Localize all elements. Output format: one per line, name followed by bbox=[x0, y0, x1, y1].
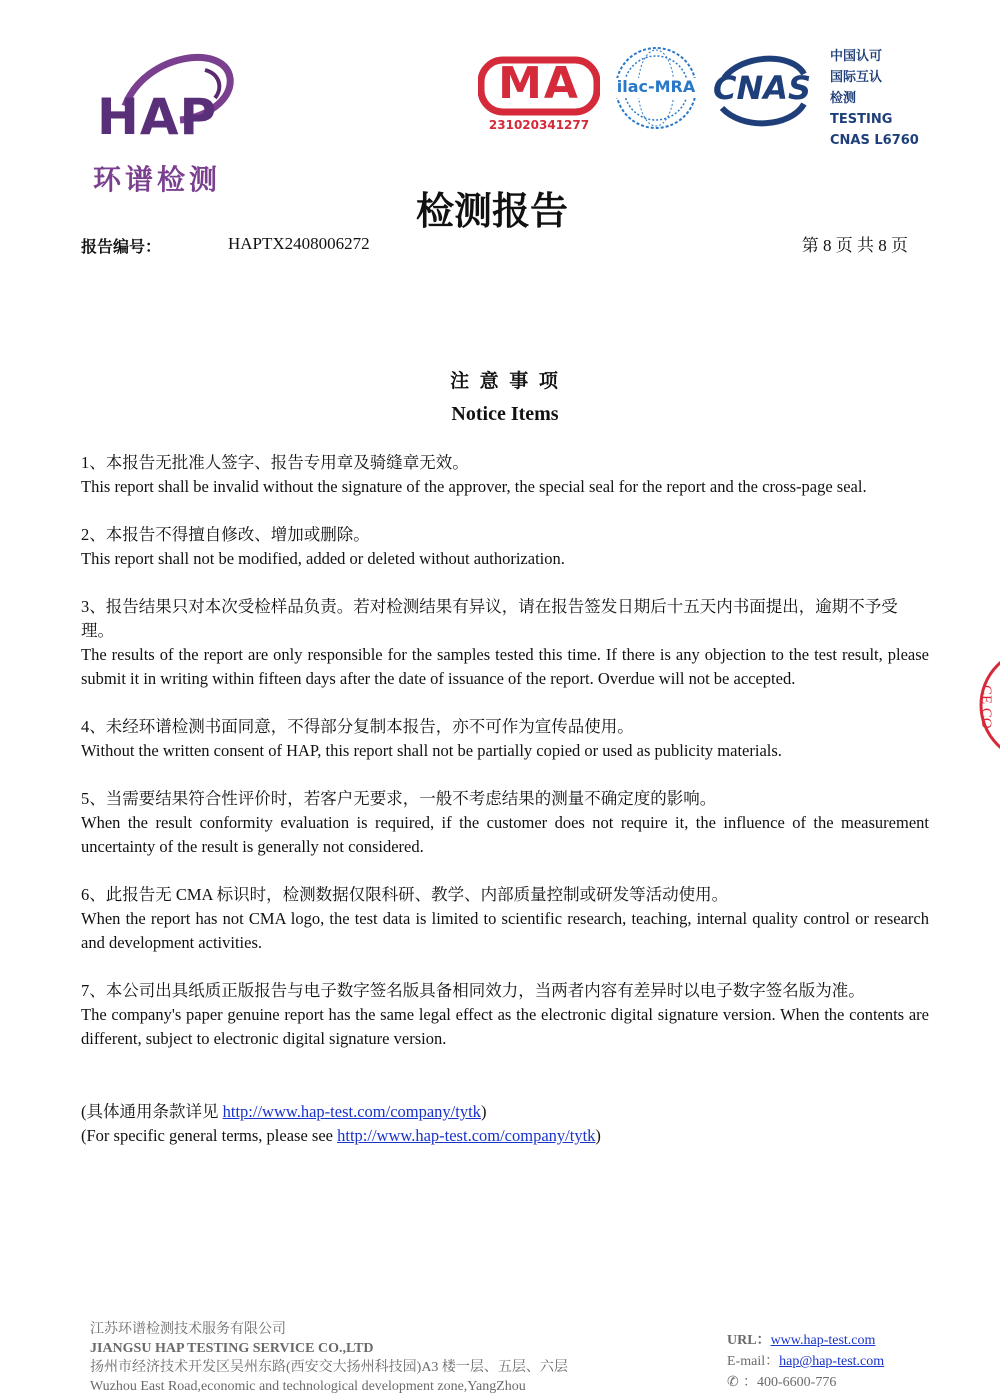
notice-item bbox=[81, 979, 929, 1051]
notice-item-cn: 6、此报告无 CMA 标识时，检测数据仅限科研、教学、内部质量控制或研发等活动使用。 bbox=[81, 885, 729, 904]
notice-item-cn: 5、当需要结果符合性评价时，若客户无要求，一般不考虑结果的测量不确定度的影响。 bbox=[81, 789, 717, 808]
notice-item-en: When the report has not CMA logo, the test data is limited to scientific research, teaching, internal quality control or research and development activities. bbox=[81, 909, 929, 952]
terms-cn-prefix: (具体通用条款详见 bbox=[81, 1102, 223, 1121]
accreditation-line: 中国认可 bbox=[830, 49, 883, 64]
terms-en bbox=[81, 1124, 601, 1148]
hap-brand-text: HAP bbox=[97, 88, 218, 146]
phone-label: ： bbox=[743, 1375, 757, 1390]
notice-item-en: Without the written consent of HAP, this report shall not be partially copied or used as publicity materials. bbox=[81, 741, 782, 760]
page-title: 检测报告 bbox=[415, 189, 568, 233]
notice-item-cn: 2、本报告不得擅自修改、增加或删除。 bbox=[81, 525, 370, 544]
notice-item bbox=[81, 451, 929, 499]
notice-title-cn: 注 意 事 项 bbox=[450, 370, 560, 392]
hap-logo bbox=[85, 48, 245, 198]
notice-item-en: When the result conformity evaluation is required, if the customer does not require it, the influence of the measurement uncertainty of the result is generally not considered. bbox=[81, 813, 929, 856]
notice-title-en: Notice Items bbox=[451, 403, 559, 425]
accreditation-line: 检测 bbox=[830, 91, 857, 106]
accreditation-line: 国际互认 bbox=[830, 70, 883, 85]
cma-letters: MA bbox=[498, 58, 580, 109]
accreditation-line: TESTING bbox=[830, 112, 893, 127]
cnas-logo bbox=[712, 50, 812, 130]
report-no-value: HAPTX2408006272 bbox=[228, 234, 370, 253]
company-name-en: JIANGSU HAP TESTING SERVICE CO.,LTD bbox=[90, 1341, 374, 1356]
cma-number: 231020341277 bbox=[488, 118, 590, 132]
notice-item bbox=[81, 787, 929, 859]
notice-item bbox=[81, 523, 929, 571]
notice-item-en: The company's paper genuine report has the same legal effect as the electronic digital signature version. When the contents are different, subject to electronic digital signature version. bbox=[81, 1005, 929, 1048]
website-link[interactable]: www.hap-test.com bbox=[770, 1333, 876, 1348]
notice-item-cn: 1、本报告无批准人签字、报告专用章及骑缝章无效。 bbox=[81, 453, 469, 472]
url-label: URL： bbox=[727, 1333, 771, 1348]
notice-item-en: This report shall be invalid without the signature of the approver, the special seal for the report and the cross-page seal. bbox=[81, 477, 867, 496]
company-address-cn: 扬州市经济技术开发区吴州东路(西安交大扬州科技园)A3 楼一层、五层、六层 bbox=[90, 1360, 568, 1375]
terms-en-prefix: (For specific general terms, please see bbox=[81, 1126, 338, 1145]
notice-item bbox=[81, 595, 929, 691]
email-label: E-mail： bbox=[727, 1354, 780, 1369]
notice-item-en: This report shall not be modified, added or deleted without authorization. bbox=[81, 549, 565, 568]
footer-contact bbox=[727, 1330, 884, 1393]
ilac-text: ilac-MRA bbox=[616, 77, 696, 96]
ilac-mra-logo bbox=[612, 44, 700, 132]
notice-item-cn: 4、未经环谱检测书面同意，不得部分复制本报告，亦不可作为宣传品使用。 bbox=[81, 717, 634, 736]
company-address-en: Wuzhou East Road,economic and technological development zone,YangZhou bbox=[90, 1379, 526, 1394]
report-no-label: 报告编号： bbox=[81, 237, 162, 256]
terms-cn bbox=[81, 1100, 486, 1124]
footer-company bbox=[90, 1320, 568, 1396]
notice-item-en: The results of the report are only responsible for the samples tested this time. If there is any objection to the test result, please submit it in writing within fifteen days after the date of issuance of the report. Overdue will not be accepted. bbox=[81, 645, 929, 688]
phone-number: 400-6600-776 bbox=[757, 1375, 837, 1390]
notice-item-cn: 3、报告结果只对本次受检样品负责。若对检测结果有异议，请在报告签发日期后十五天内书面提出，逾期不予受理。 bbox=[81, 597, 898, 640]
accreditation-line: CNAS L6760 bbox=[830, 133, 919, 148]
phone-icon: ✆ bbox=[727, 1374, 739, 1390]
terms-suffix: ) bbox=[480, 1102, 487, 1121]
cma-logo bbox=[478, 52, 600, 134]
company-name-cn: 江苏环谱检测技术服务有限公司 bbox=[90, 1322, 286, 1337]
notice-item bbox=[81, 883, 929, 955]
accreditation-text bbox=[830, 46, 919, 151]
email-link[interactable]: hap@hap-test.com bbox=[779, 1354, 885, 1369]
seal-text: CE CO bbox=[978, 685, 994, 729]
hap-brand-cn: 环谱检测 bbox=[93, 163, 222, 196]
terms-suffix: ) bbox=[595, 1126, 601, 1145]
notice-item-cn: 7、本公司出具纸质正版报告与电子数字签名版具备相同效力，当两者内容有差异时以电子数字签名版为准。 bbox=[81, 981, 865, 1000]
terms-link[interactable]: http://www.hap-test.com/company/tytk bbox=[337, 1126, 596, 1145]
cross-page-seal bbox=[960, 645, 1000, 765]
page-info: 第 8 页 共 8 页 bbox=[801, 236, 908, 255]
notice-item bbox=[81, 715, 929, 763]
cnas-text: CNAS bbox=[712, 69, 812, 107]
terms-link[interactable]: http://www.hap-test.com/company/tytk bbox=[222, 1102, 481, 1121]
